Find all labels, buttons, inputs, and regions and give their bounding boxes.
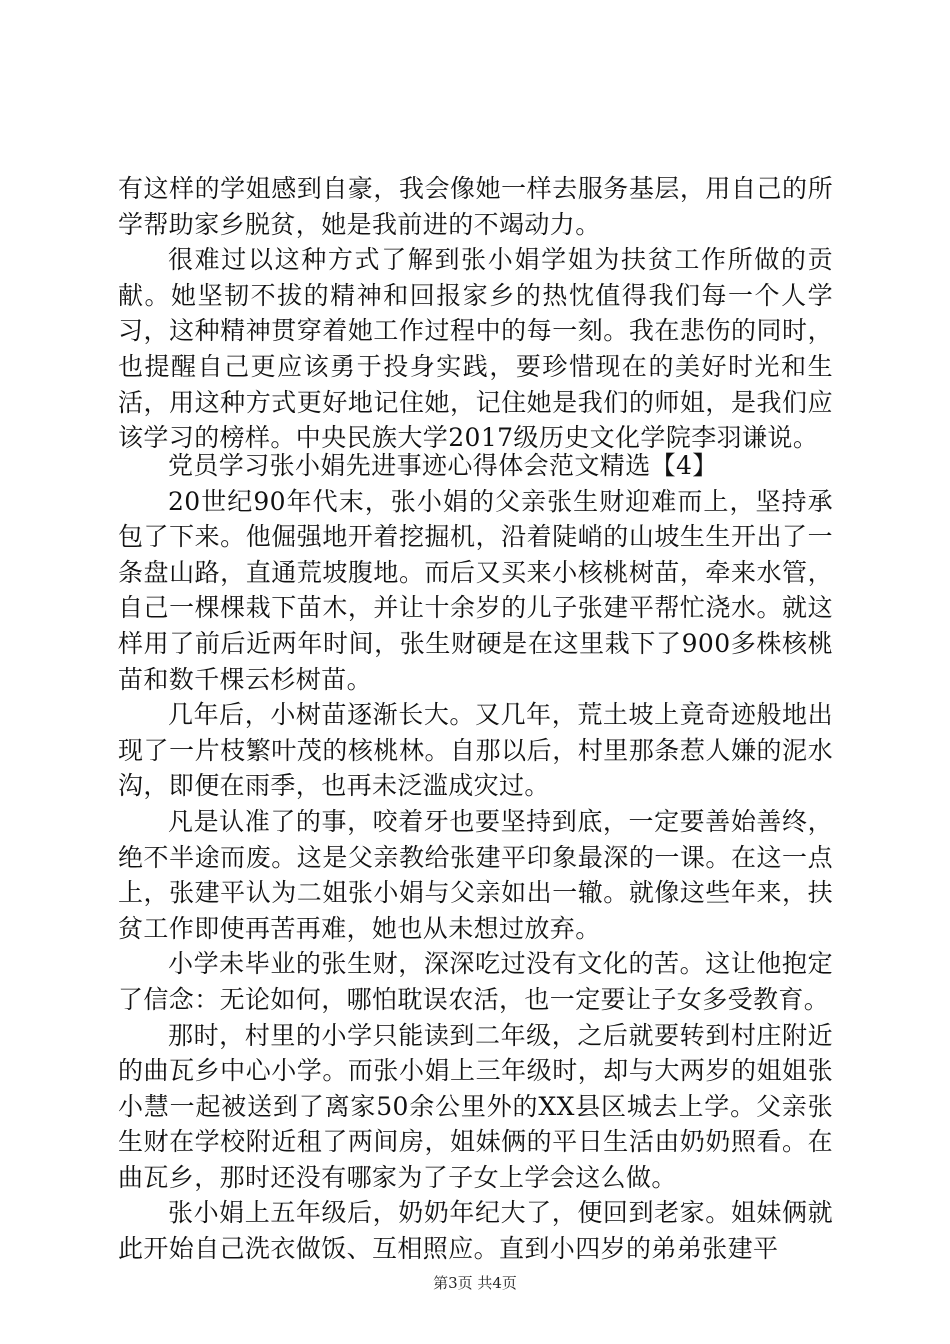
body-paragraph-3: 几年后，小树苗逐渐长大。又几年，荒土坡上竟奇迹般地出现了一片枝繁叶茂的核桃林。自那以后，村里那条惹人嫌的泥水沟，即便在雨季，也再未泛滥成灾过。 (118, 700, 833, 801)
body-paragraph-5: 小学未毕业的张生财，深深吃过没有文化的苦。这让他抱定了信念：无论如何，哪怕耽误农活，也一定要让子女多受教育。 (118, 949, 833, 1014)
body-paragraph-6: 那时，村里的小学只能读到二年级，之后就要转到村庄附近的曲瓦乡中心小学。而张小娟上三年级时，却与大两岁的姐姐张小慧一起被送到了离家50余公里外的XX县区城去上学。父亲张生财在学校附近租了两间房，姐妹俩的平日生活由奶奶照看。在曲瓦乡，那时还没有哪家为了子女上学会这么做。 (118, 1020, 833, 1192)
continuation-paragraph: 有这样的学姐感到自豪，我会像她一样去服务基层，用自己的所学帮助家乡脱贫，她是我前进的不竭动力。 (118, 174, 833, 239)
text-block-upper (118, 171, 833, 456)
text-block-lower (118, 448, 833, 1267)
body-paragraph-2: 20世纪90年代末，张小娟的父亲张生财迎难而上，坚持承包了下来。他倔强地开着挖掘机，沿着陡峭的山坡生生开出了一条盘山路，直通荒坡腹地。而后又买来小核桃树苗，牵来水管，自己一棵棵栽下苗木，并让十余岁的儿子张建平帮忙浇水。就这样用了前后近两年时间，张生财硬是在这里栽下了900多株核桃苗和数千棵云杉树苗。 (118, 486, 833, 694)
body-paragraph-1: 很难过以这种方式了解到张小娟学姐为扶贫工作所做的贡献。她坚韧不拔的精神和回报家乡的热忱值得我们每一个人学习，这种精神贯穿着她工作过程中的每一刻。我在悲伤的同时，也提醒自己更应该勇于投身实践，要珍惜现在的美好时光和生活，用这种方式更好地记住她，记住她是我们的师姐，是我们应该学习的榜样。中央民族大学2017级历史文化学院李羽谦说。 (118, 245, 833, 453)
section-heading: 党员学习张小娟先进事迹心得体会范文精选【4】 (168, 451, 718, 480)
page-footer: 第3页 共4页 (433, 1274, 517, 1292)
body-paragraph-4: 凡是认准了的事，咬着牙也要坚持到底，一定要善始善终，绝不半途而废。这是父亲教给张建平印象最深的一课。在这一点上，张建平认为二姐张小娟与父亲如出一辙。就像这些年来，扶贫工作即使再苦再难，她也从未想过放弃。 (118, 806, 833, 943)
body-paragraph-7: 张小娟上五年级后，奶奶年纪大了，便回到老家。姐妹俩就此开始自己洗衣做饭、互相照应。直到小四岁的弟弟张建平 (118, 1198, 833, 1264)
